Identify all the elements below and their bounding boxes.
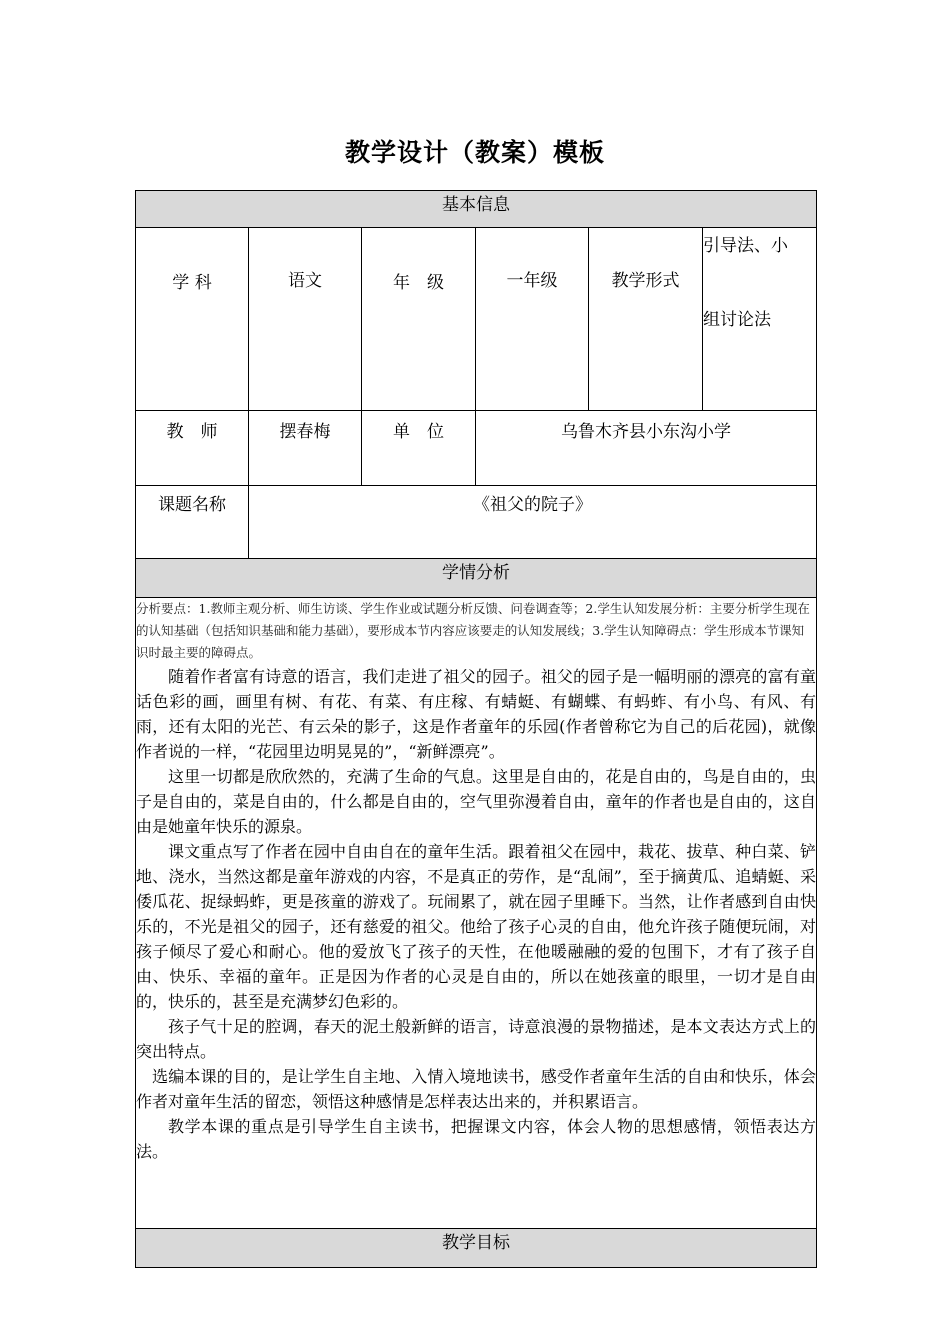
unit-value: 乌鲁木齐县小东沟小学: [476, 411, 817, 486]
document-title: 教学设计（教案）模板: [344, 138, 605, 167]
basic-info-header: 基本信息: [136, 191, 817, 228]
teaching-form-line1: 引导法、小: [703, 236, 788, 256]
analysis-paragraph: 选编本课的目的，是让学生自主地、入情入境地读书，感受作者童年生活的自由和快乐，体会作者对童年生活的留恋，领悟这种感情是怎样表达出来的，并积累语言。: [136, 1067, 816, 1111]
lesson-plan-table: [135, 190, 817, 1268]
lesson-title-label: 课题名称: [136, 486, 249, 559]
teacher-label: 教 师: [136, 411, 249, 486]
analysis-paragraph: 教学本课的重点是引导学生自主读书，把握课文内容，体会人物的思想感情，领悟表达方法。: [136, 1117, 816, 1161]
lesson-title-value: 《祖父的院子》: [249, 486, 817, 559]
analysis-header: 学情分析: [136, 559, 817, 598]
teaching-form-value: [703, 228, 817, 411]
subject-label: 学 科: [136, 228, 249, 411]
objectives-header: 教学目标: [136, 1229, 817, 1268]
teacher-value: 摆春梅: [249, 411, 362, 486]
analysis-requirements: 分析要点：1.教师主观分析、师生访谈、学生作业或试题分析反馈、问卷调查等；2.学生认知发展分析：主要分析学生现在的认知基础（包括知识基础和能力基础），要形成本节内容应该要走的认知发展线；3.学生认知障碍点：学生形成本节课知识时最主要的障碍点。: [136, 601, 810, 660]
subject-value: 语文: [249, 228, 362, 411]
unit-label: 单 位: [362, 411, 476, 486]
grade-label: 年 级: [362, 228, 476, 411]
analysis-paragraph: 这里一切都是欣欣然的，充满了生命的气息。这里是自由的，花是自由的，鸟是自由的，虫子是自由的，菜是自由的，什么都是自由的，空气里弥漫着自由，童年的作者也是自由的，这自由是她童年快乐的源泉。: [136, 767, 816, 836]
grade-value: 一年级: [476, 228, 589, 411]
teaching-form-label: 教学形式: [589, 228, 703, 411]
analysis-paragraph: 随着作者富有诗意的语言，我们走进了祖父的园子。祖父的园子是一幅明丽的漂亮的富有童话色彩的画，画里有树、有花、有菜、有庄稼、有蜻蜓、有蝴蝶、有蚂蚱、有小鸟、有风、有雨，还有太阳的光芒、有云朵的影子，这是作者童年的乐园(作者曾称它为自己的后花园)，就像作者说的一样，“花园里边明晃晃的”，“新鲜漂亮”。: [136, 667, 816, 761]
analysis-paragraph: 孩子气十足的腔调，春天的泥土般新鲜的语言，诗意浪漫的景物描述，是本文表达方式上的突出特点。: [136, 1017, 816, 1061]
teaching-form-line2: 组讨论法: [703, 310, 771, 330]
analysis-paragraph: 课文重点写了作者在园中自由自在的童年生活。跟着祖父在园中，栽花、拔草、种白菜、铲地、浇水，当然这都是童年游戏的内容，不是真正的劳作，是“乱闹”，至于摘黄瓜、追蜻蜓、采倭瓜花、捉绿蚂蚱，更是孩童的游戏了。玩闹累了，就在园子里睡下。当然，让作者感到自由快乐的，不光是祖父的园子，还有慈爱的祖父。他给了孩子心灵的自由，他允许孩子随便玩闹，对孩子倾尽了爱心和耐心。他的爱放飞了孩子的天性，在他暖融融的爱的包围下，才有了孩子自由、快乐、幸福的童年。正是因为作者的心灵是自由的，所以在她孩童的眼里，一切才是自由的，快乐的，甚至是充满梦幻色彩的。: [136, 842, 816, 1011]
analysis-content: [136, 598, 817, 1229]
